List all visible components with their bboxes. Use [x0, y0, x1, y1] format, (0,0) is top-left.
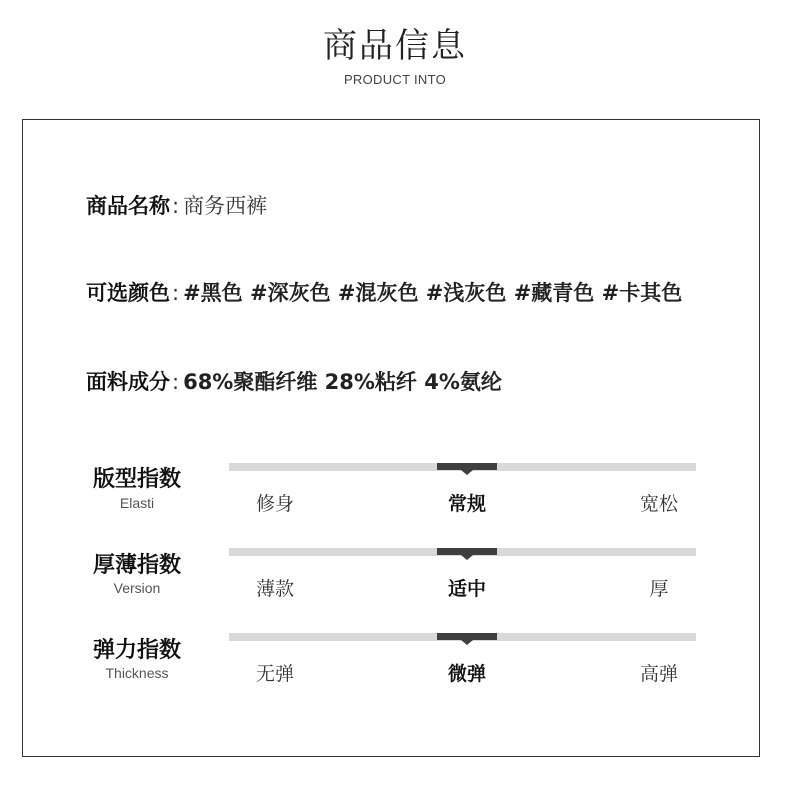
- index-subtitle-fit: Elasti: [119, 495, 155, 511]
- product-name-row: [86, 190, 267, 220]
- index-option-fit-2: 宽松: [639, 493, 678, 515]
- index-track-thickness: [229, 548, 696, 556]
- index-option-thickness-2: 厚: [649, 578, 669, 600]
- colors-colon: :: [172, 281, 180, 305]
- index-option-elasticity-0: 无弹: [255, 663, 294, 685]
- index-subtitle-thickness: Version: [113, 580, 161, 596]
- index-subtitle-elasticity: Thickness: [105, 665, 169, 681]
- fabric-colon: :: [172, 370, 180, 394]
- product-name-colon: :: [172, 194, 180, 218]
- index-track-fit: [229, 463, 696, 471]
- page-title: 商品信息: [323, 26, 467, 66]
- product-name-label: 商品名称: [86, 194, 170, 218]
- index-marker-elasticity: [437, 633, 497, 640]
- fabric-row: [86, 366, 502, 396]
- index-title-fit: 版型指数: [92, 467, 181, 492]
- index-track-elasticity: [229, 633, 696, 641]
- index-option-elasticity-2: 高弹: [639, 663, 678, 685]
- fabric-label: 面料成分: [86, 370, 170, 394]
- index-option-thickness-0: 薄款: [255, 578, 294, 600]
- fabric-value: 68%聚酯纤维 28%粘纤 4%氨纶: [183, 370, 502, 394]
- product-name-value: 商务西裤: [183, 194, 268, 218]
- colors-row: [86, 277, 682, 307]
- index-title-thickness: 厚薄指数: [92, 553, 181, 578]
- index-marker-thickness: [437, 548, 497, 555]
- page-subtitle: PRODUCT INTO: [343, 72, 447, 87]
- index-option-thickness-1: 适中: [447, 578, 486, 600]
- index-option-fit-0: 修身: [255, 493, 294, 515]
- index-option-elasticity-1: 微弹: [447, 663, 486, 685]
- index-marker-fit: [437, 463, 497, 470]
- index-option-fit-1: 常规: [447, 493, 486, 515]
- colors-value: #黑色 #深灰色 #混灰色 #浅灰色 #藏青色 #卡其色: [183, 281, 683, 305]
- index-title-elasticity: 弹力指数: [92, 638, 181, 663]
- colors-label: 可选颜色: [86, 281, 170, 305]
